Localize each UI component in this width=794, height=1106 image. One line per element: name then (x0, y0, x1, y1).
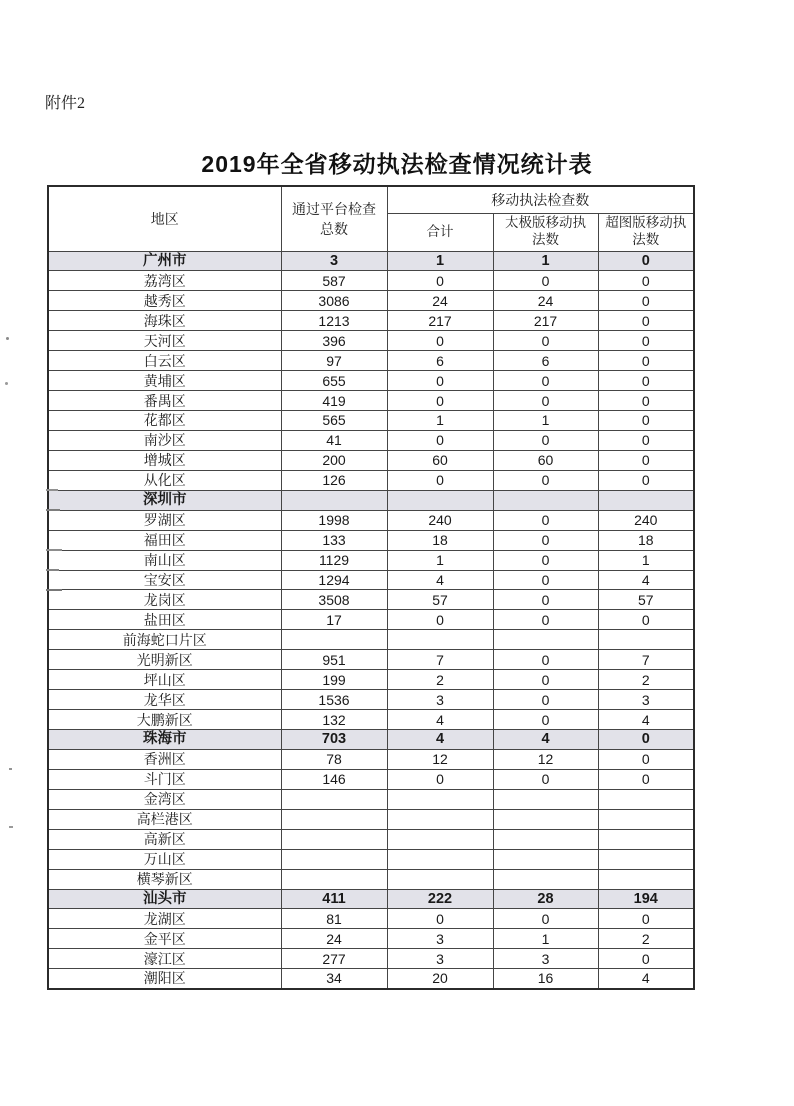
table-row (48, 530, 694, 550)
table-row (48, 730, 694, 750)
value-cell: 703 (281, 730, 387, 750)
page-title: 2019年全省移动执法检查情况统计表 (201, 151, 593, 177)
value-cell: 0 (387, 271, 493, 291)
table-row (48, 630, 694, 650)
table-row (48, 251, 694, 271)
statistics-table (47, 185, 695, 990)
value-cell: 24 (281, 929, 387, 949)
value-cell: 4 (387, 570, 493, 590)
value-cell: 0 (598, 291, 694, 311)
value-cell: 34 (281, 969, 387, 989)
value-cell: 3086 (281, 291, 387, 311)
value-cell: 199 (281, 670, 387, 690)
value-cell: 4 (598, 710, 694, 730)
table-header (48, 186, 694, 251)
value-cell (387, 789, 493, 809)
region-cell: 斗门区 (48, 769, 281, 789)
table-row (48, 470, 694, 490)
value-cell: 60 (387, 450, 493, 470)
value-cell: 200 (281, 450, 387, 470)
region-cell: 高新区 (48, 829, 281, 849)
value-cell: 0 (493, 610, 598, 630)
table-row (48, 690, 694, 710)
value-cell (281, 849, 387, 869)
table-row (48, 769, 694, 789)
value-cell: 419 (281, 391, 387, 411)
value-cell: 1 (387, 550, 493, 570)
value-cell: 78 (281, 749, 387, 769)
value-cell: 0 (387, 430, 493, 450)
value-cell: 0 (598, 949, 694, 969)
value-cell (387, 809, 493, 829)
header-subtotal: 合计 (387, 213, 493, 251)
value-cell (598, 829, 694, 849)
value-cell: 4 (387, 710, 493, 730)
header-supermap-version-label: 超图版移动执法数 (605, 215, 687, 247)
value-cell: 97 (281, 351, 387, 371)
value-cell: 0 (598, 411, 694, 431)
value-cell (281, 869, 387, 889)
region-cell: 龙湖区 (48, 909, 281, 929)
value-cell: 0 (493, 909, 598, 929)
value-cell: 0 (493, 470, 598, 490)
value-cell (281, 490, 387, 510)
value-cell (281, 809, 387, 829)
value-cell: 132 (281, 710, 387, 730)
value-cell: 587 (281, 271, 387, 291)
value-cell (493, 789, 598, 809)
value-cell: 146 (281, 769, 387, 789)
value-cell (598, 630, 694, 650)
value-cell (493, 849, 598, 869)
value-cell: 0 (493, 430, 598, 450)
region-cell: 增城区 (48, 450, 281, 470)
value-cell: 12 (387, 749, 493, 769)
value-cell (598, 809, 694, 829)
value-cell: 0 (493, 331, 598, 351)
value-cell: 0 (387, 610, 493, 630)
table-row (48, 909, 694, 929)
value-cell: 396 (281, 331, 387, 351)
value-cell: 0 (493, 271, 598, 291)
table-row (48, 809, 694, 829)
region-cell: 南山区 (48, 550, 281, 570)
header-supermap-version (598, 213, 694, 251)
value-cell: 0 (493, 530, 598, 550)
table-row (48, 749, 694, 769)
value-cell: 7 (387, 650, 493, 670)
region-cell: 越秀区 (48, 291, 281, 311)
value-cell: 20 (387, 969, 493, 989)
value-cell (493, 869, 598, 889)
value-cell: 277 (281, 949, 387, 969)
table-row (48, 889, 694, 909)
table-row (48, 291, 694, 311)
scan-artifact-dash (46, 589, 62, 591)
value-cell: 4 (598, 570, 694, 590)
value-cell: 1 (493, 411, 598, 431)
value-cell: 0 (598, 730, 694, 750)
value-cell (281, 630, 387, 650)
value-cell: 0 (493, 510, 598, 530)
value-cell (387, 869, 493, 889)
value-cell (598, 789, 694, 809)
value-cell: 2 (387, 670, 493, 690)
scan-artifact-dash (46, 569, 59, 571)
value-cell: 951 (281, 650, 387, 670)
table-row (48, 271, 694, 291)
value-cell: 1 (493, 929, 598, 949)
value-cell: 0 (387, 331, 493, 351)
region-cell: 万山区 (48, 849, 281, 869)
value-cell: 16 (493, 969, 598, 989)
scan-artifact-dash (46, 549, 62, 551)
value-cell: 1 (387, 251, 493, 271)
region-cell: 福田区 (48, 530, 281, 550)
value-cell: 2 (598, 670, 694, 690)
scan-artifact-dash (46, 489, 58, 491)
value-cell: 0 (598, 311, 694, 331)
value-cell: 0 (598, 909, 694, 929)
value-cell: 0 (598, 271, 694, 291)
value-cell: 0 (493, 710, 598, 730)
value-cell: 4 (598, 969, 694, 989)
value-cell: 6 (493, 351, 598, 371)
value-cell: 0 (598, 470, 694, 490)
table-row (48, 490, 694, 510)
table-body (48, 251, 694, 989)
value-cell: 0 (493, 590, 598, 610)
value-cell: 1129 (281, 550, 387, 570)
value-cell: 6 (387, 351, 493, 371)
region-cell: 光明新区 (48, 650, 281, 670)
table-row (48, 391, 694, 411)
region-cell: 宝安区 (48, 570, 281, 590)
value-cell: 411 (281, 889, 387, 909)
region-cell: 横琴新区 (48, 869, 281, 889)
region-cell: 潮阳区 (48, 969, 281, 989)
region-cell: 金平区 (48, 929, 281, 949)
value-cell: 0 (598, 371, 694, 391)
value-cell: 222 (387, 889, 493, 909)
region-cell: 盐田区 (48, 610, 281, 630)
region-cell: 龙华区 (48, 690, 281, 710)
region-cell: 高栏港区 (48, 809, 281, 829)
region-cell: 深圳市 (48, 490, 281, 510)
value-cell: 0 (598, 450, 694, 470)
value-cell: 3508 (281, 590, 387, 610)
header-platform-total (281, 186, 387, 251)
region-cell: 白云区 (48, 351, 281, 371)
value-cell: 57 (598, 590, 694, 610)
value-cell: 0 (493, 570, 598, 590)
value-cell: 24 (387, 291, 493, 311)
region-cell: 大鹏新区 (48, 710, 281, 730)
region-cell: 珠海市 (48, 730, 281, 750)
value-cell: 0 (387, 391, 493, 411)
table-row (48, 869, 694, 889)
region-cell: 番禺区 (48, 391, 281, 411)
region-cell: 海珠区 (48, 311, 281, 331)
table-row (48, 670, 694, 690)
table-row (48, 331, 694, 351)
table-row (48, 550, 694, 570)
value-cell: 0 (493, 391, 598, 411)
value-cell: 194 (598, 889, 694, 909)
value-cell: 0 (493, 690, 598, 710)
table-row (48, 949, 694, 969)
value-cell: 0 (387, 909, 493, 929)
table-row (48, 510, 694, 530)
value-cell: 0 (493, 550, 598, 570)
value-cell: 3 (281, 251, 387, 271)
table-row (48, 590, 694, 610)
value-cell: 0 (598, 749, 694, 769)
region-cell: 花都区 (48, 411, 281, 431)
value-cell: 1 (387, 411, 493, 431)
value-cell: 7 (598, 650, 694, 670)
scan-artifact-dot (9, 826, 13, 828)
value-cell: 60 (493, 450, 598, 470)
table-row (48, 351, 694, 371)
region-cell: 天河区 (48, 331, 281, 351)
value-cell (387, 829, 493, 849)
table-row (48, 371, 694, 391)
region-cell: 荔湾区 (48, 271, 281, 291)
value-cell: 0 (598, 251, 694, 271)
value-cell: 28 (493, 889, 598, 909)
value-cell: 133 (281, 530, 387, 550)
value-cell: 3 (387, 690, 493, 710)
table-row (48, 450, 694, 470)
value-cell: 655 (281, 371, 387, 391)
value-cell: 81 (281, 909, 387, 929)
region-cell: 坪山区 (48, 670, 281, 690)
value-cell: 0 (493, 769, 598, 789)
value-cell: 1536 (281, 690, 387, 710)
value-cell: 240 (387, 510, 493, 530)
value-cell: 217 (493, 311, 598, 331)
table-row (48, 710, 694, 730)
value-cell (493, 809, 598, 829)
value-cell: 3 (493, 949, 598, 969)
value-cell (598, 869, 694, 889)
value-cell (493, 829, 598, 849)
table-row (48, 829, 694, 849)
value-cell (387, 630, 493, 650)
value-cell: 0 (493, 650, 598, 670)
region-cell: 罗湖区 (48, 510, 281, 530)
region-cell: 黄埔区 (48, 371, 281, 391)
value-cell: 217 (387, 311, 493, 331)
value-cell: 1294 (281, 570, 387, 590)
table-row (48, 570, 694, 590)
header-taiji-version (493, 213, 598, 251)
value-cell: 4 (387, 730, 493, 750)
header-mobile-inspection-group: 移动执法检查数 (387, 186, 694, 213)
table-row (48, 311, 694, 331)
scan-artifact-dash (46, 509, 60, 511)
value-cell: 1 (598, 550, 694, 570)
region-cell: 金湾区 (48, 789, 281, 809)
scan-artifact-dot (9, 768, 12, 770)
value-cell: 0 (387, 769, 493, 789)
value-cell: 1998 (281, 510, 387, 530)
scan-artifact-dot (6, 337, 9, 340)
table-row (48, 411, 694, 431)
value-cell: 12 (493, 749, 598, 769)
scan-artifact-dot (5, 382, 8, 385)
header-taiji-version-label: 太极版移动执法数 (505, 215, 586, 247)
value-cell: 18 (598, 530, 694, 550)
table-row (48, 929, 694, 949)
region-cell: 濠江区 (48, 949, 281, 969)
table-row (48, 789, 694, 809)
table-row (48, 430, 694, 450)
region-cell: 前海蛇口片区 (48, 630, 281, 650)
value-cell: 0 (598, 331, 694, 351)
value-cell: 240 (598, 510, 694, 530)
region-cell: 南沙区 (48, 430, 281, 450)
value-cell: 3 (387, 929, 493, 949)
value-cell: 126 (281, 470, 387, 490)
region-cell: 龙岗区 (48, 590, 281, 610)
region-cell: 从化区 (48, 470, 281, 490)
value-cell: 3 (598, 690, 694, 710)
attachment-label: 附件2 (45, 95, 86, 112)
value-cell: 0 (598, 430, 694, 450)
value-cell: 41 (281, 430, 387, 450)
value-cell (493, 630, 598, 650)
value-cell: 0 (387, 470, 493, 490)
value-cell (493, 490, 598, 510)
value-cell (387, 849, 493, 869)
value-cell: 1213 (281, 311, 387, 331)
value-cell: 17 (281, 610, 387, 630)
value-cell: 24 (493, 291, 598, 311)
value-cell: 0 (493, 371, 598, 391)
value-cell: 0 (598, 769, 694, 789)
value-cell: 57 (387, 590, 493, 610)
table-row (48, 969, 694, 989)
region-cell: 香洲区 (48, 749, 281, 769)
table-row (48, 650, 694, 670)
region-cell: 汕头市 (48, 889, 281, 909)
value-cell: 0 (598, 351, 694, 371)
value-cell: 0 (493, 670, 598, 690)
header-platform-total-label: 通过平台检查总数 (292, 200, 376, 237)
value-cell (598, 490, 694, 510)
table-row (48, 849, 694, 869)
value-cell: 18 (387, 530, 493, 550)
value-cell: 3 (387, 949, 493, 969)
value-cell (281, 789, 387, 809)
header-region: 地区 (48, 186, 281, 251)
region-cell: 广州市 (48, 251, 281, 271)
value-cell (598, 849, 694, 869)
value-cell: 0 (387, 371, 493, 391)
value-cell: 2 (598, 929, 694, 949)
value-cell: 4 (493, 730, 598, 750)
value-cell: 0 (598, 610, 694, 630)
value-cell (387, 490, 493, 510)
value-cell: 1 (493, 251, 598, 271)
value-cell (281, 829, 387, 849)
value-cell: 565 (281, 411, 387, 431)
table-row (48, 610, 694, 630)
value-cell: 0 (598, 391, 694, 411)
